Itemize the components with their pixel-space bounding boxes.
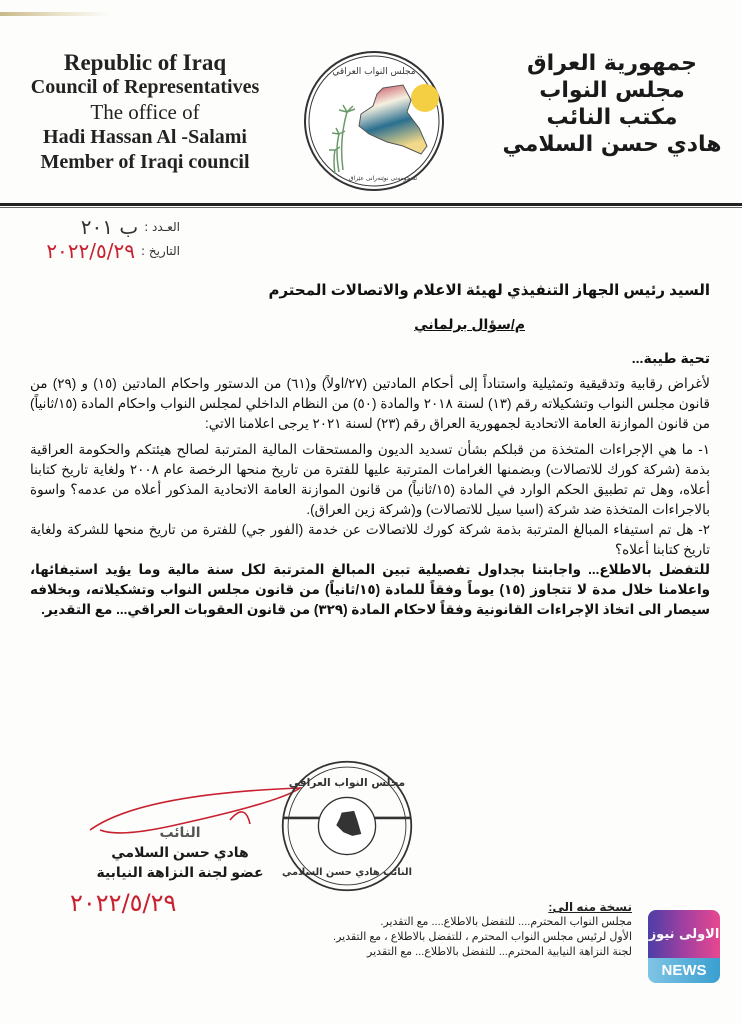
- official-stamp: [272, 758, 422, 894]
- logo-caption-bottom: ئەنجومەنی نوێنەرانی عێراق: [348, 175, 418, 182]
- watermark-brand-arabic: الاولى نيوز: [648, 910, 720, 958]
- letterhead-council: Council of Representatives: [30, 76, 260, 98]
- english-letterhead: [10, 50, 280, 175]
- letterhead-office: The office of: [90, 100, 200, 124]
- sun-icon: [411, 84, 439, 112]
- letterhead-office-ar: مكتب النائب: [546, 105, 678, 130]
- letterhead-council-ar: مجلس النواب: [539, 78, 685, 103]
- closing-paragraph: للتفضل بالاطلاع... واجابتنا بجداول تفصيلية تبين المبالغ المترتبة لكل سنة مالية وما يؤيد استيفائها، واعلامنا خلال مدة لا تتجاوز (١٥) يوماً وفقاً للمادة (١٥/ثانياً) من قانون مجلس النواب وتشكيلاته، وبخلافه سيصار الى اتخاذ الإجراءات القانونية وفقاً لاحكام المادة (٣٢٩) من قانون العقوبات العراقي... مع التقدير.: [30, 562, 711, 617]
- reference-number-label: العـدد :: [144, 220, 180, 234]
- intro-paragraph: لأغراض رقابية وتدقيقية وتمثيلية واستناداً إلى أحكام المادتين (٢٧/اولاً) و(٦١) من الدستور واحكام المادتين (١٥) و (٢٩) من قانون مجلس النواب وتشكيلاته رقم (١٣) لسنة ٢٠١٨ والمادة (٥٠) من النظام الداخلي لمجلس النواب واحكام المادة (١٥/ثانياً) من قانون الموازنة العامة الاتحادية لجمهورية العراق رقم (٢٣) لسنة ٢٠٢١ يرجى اعلامنا الاتي:: [30, 376, 711, 431]
- addressee: السيد رئيس الجهاز التنفيذي لهيئة الاعلام والاتصالات المحترم: [268, 282, 710, 299]
- letter-body: [30, 280, 710, 620]
- reference-number-value: ب ٢٠١: [80, 215, 139, 239]
- scan-edge: [0, 12, 110, 16]
- letterhead-country-ar: جمهورية العراق: [527, 51, 697, 76]
- subject-text: سؤال برلماني: [414, 316, 511, 332]
- copies-item: الأول لرئيس مجلس النواب المحترم ، للتفضل بالاطلاع ، مع التقدير.: [333, 931, 632, 943]
- subject-line: [30, 314, 710, 334]
- copies-item: لجنة النزاهة النيابية المحترم... للتفضل بالاطلاع... مع التقدير: [367, 946, 632, 958]
- council-logo-emblem: [303, 50, 445, 192]
- reference-date-value: ٢٠٢٢/٥/٢٩: [46, 239, 135, 263]
- copies-to-block: [302, 900, 632, 960]
- question-2: ٢- هل تم استيفاء المبالغ المترتبة بذمة شركة كورك للاتصالات عن خدمة (الفور جي) للفترة من تاريخ منحها للشركة ولغاية تاريخ كتابنا أعلاه؟: [30, 522, 710, 557]
- signature-block: [90, 822, 270, 882]
- reference-block: [10, 215, 180, 263]
- stamp-text-bottom: النائب هادي حسن السلامي: [282, 867, 412, 879]
- copies-item: مجلس النواب المحترم.... للتفضل بالاطلاع.... مع التقدير.: [380, 916, 632, 928]
- watermark-brand-latin: NEWS: [648, 958, 720, 983]
- greeting: تحية طيبة...: [631, 350, 710, 366]
- letterhead-name: Hadi Hassan Al -Salami: [43, 126, 247, 148]
- signature-area: [0, 760, 742, 1024]
- subject-prefix: م/: [510, 316, 525, 332]
- news-watermark-logo: [648, 910, 720, 983]
- reference-number-row: [10, 215, 180, 239]
- header-divider-thin: [0, 207, 742, 208]
- logo-caption-top: مجلس النواب العراقي: [332, 67, 416, 77]
- signatory-name: هادي حسن السلامي: [111, 844, 249, 860]
- signatory-title: النائب: [159, 824, 201, 840]
- question-1: ١- ما هي الإجراءات المتخذة من قبلكم بشأن تسديد الديون والمستحقات المالية المترتبة لصالح هيئتكم والحكومة العراقية بذمة (شركة كورك للاتصالات) وبضمنها الغرامات المترتبة عليها للفترة من تاريخ منحها الرخصة عام ٢٠٠٨ ولغاية تاريخ كتابنا أعلاه، وهل تم تطبيق الحكم الوارد في المادة (١٥/ثانياً) من قانون الموازنة العامة الاتحادية المذكور أعلاه من عدمه؟ واسوة بالاجراءات المتخذة ضد شركة (اسيا سيل للاتصالات) و(شركة زين العراق).: [30, 442, 710, 517]
- signatory-role: عضو لجنة النزاهة النيابية: [96, 864, 264, 880]
- handwritten-date: ٢٠٢٢/٥/٢٩: [70, 889, 177, 917]
- letterhead-role: Member of Iraqi council: [40, 151, 250, 173]
- stamp-text-top: مجلس النواب العراقي: [288, 775, 406, 789]
- reference-date-label: التاريخ :: [140, 244, 180, 258]
- reference-date-row: [10, 239, 180, 263]
- letterhead-name-ar: هادي حسن السلامي: [502, 132, 722, 157]
- arabic-letterhead: [502, 50, 722, 158]
- header-divider: [0, 203, 742, 206]
- copies-header: نسخة منه الى:: [548, 900, 632, 914]
- letterhead-country: Republic of Iraq: [63, 50, 227, 75]
